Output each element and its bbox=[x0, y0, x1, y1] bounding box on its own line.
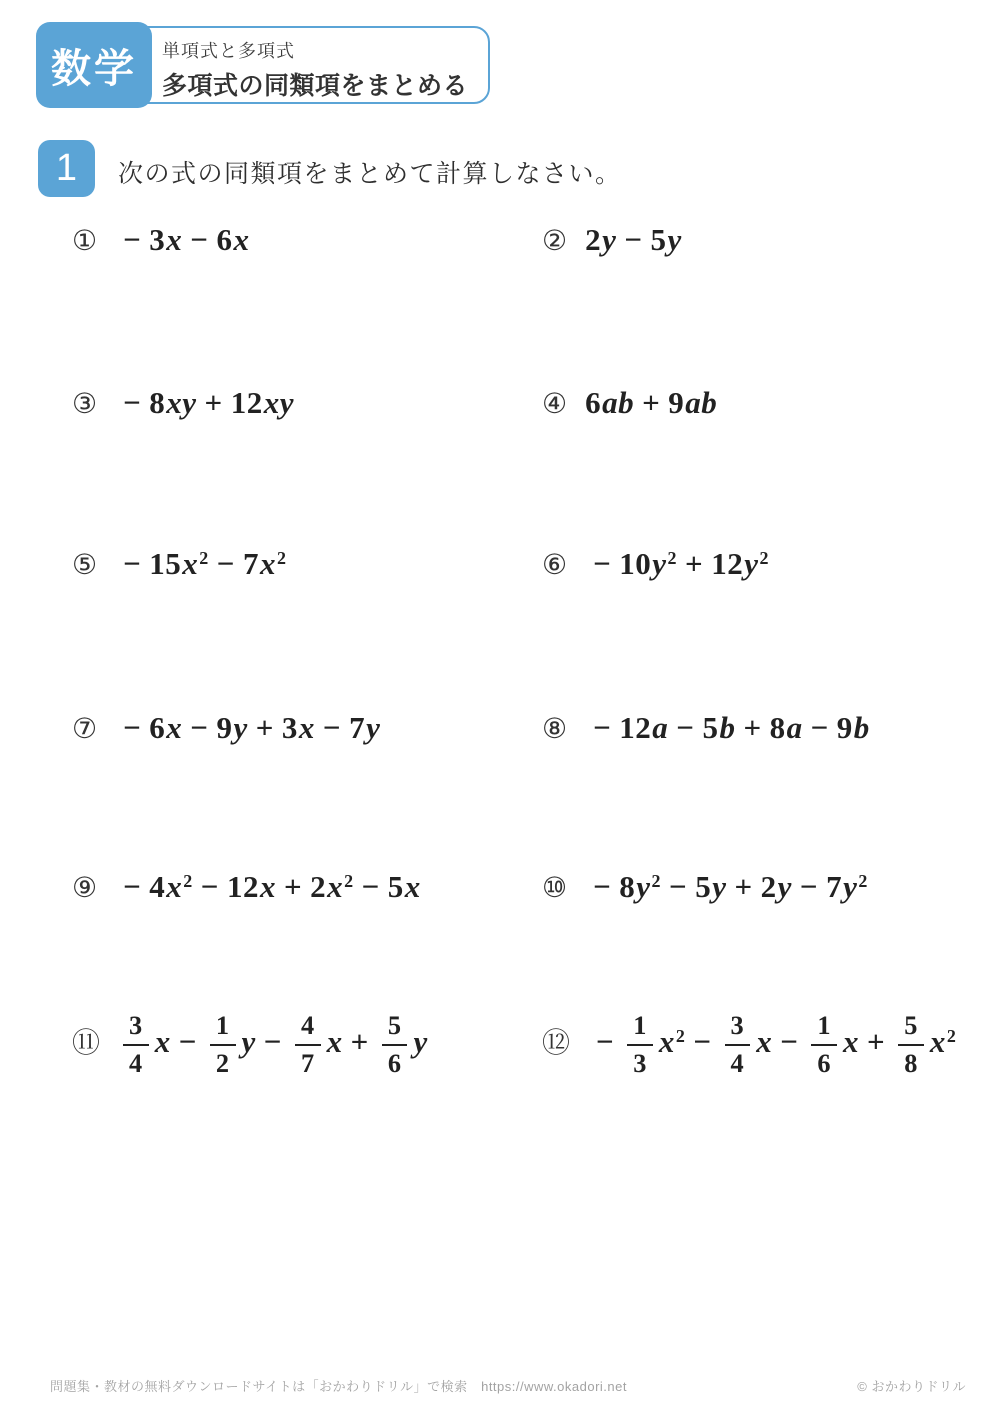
problem-item bbox=[542, 1012, 970, 1077]
math-number: 2 bbox=[310, 869, 327, 904]
math-superscript: 2 bbox=[276, 548, 287, 569]
math-variable: y bbox=[712, 869, 727, 904]
footer-site-info: 問題集・教材の無料ダウンロードサイトは「おかわりドリル」で検索 https://www.okadori.net bbox=[50, 1379, 627, 1394]
math-operator: + bbox=[642, 385, 661, 420]
math-number: 7 bbox=[242, 546, 259, 581]
math-operator: − bbox=[669, 869, 688, 904]
math-operator: − bbox=[693, 1023, 712, 1059]
problem-row bbox=[72, 546, 970, 582]
math-number: 9 bbox=[836, 710, 853, 745]
math-operator: − bbox=[799, 869, 819, 904]
math-variable: x bbox=[259, 869, 276, 904]
math-variable: y bbox=[241, 1023, 256, 1059]
math-operator: + bbox=[685, 546, 704, 581]
math-variable: xy bbox=[263, 385, 294, 420]
math-variable: x bbox=[658, 1023, 675, 1059]
math-number: 8 bbox=[149, 385, 166, 420]
math-variable: x bbox=[166, 869, 183, 904]
math-variable: x bbox=[843, 1023, 860, 1059]
math-superscript: 2 bbox=[344, 871, 354, 892]
math-operator: − bbox=[123, 385, 142, 420]
fraction-numerator: 5 bbox=[898, 1012, 924, 1046]
math-variable: x bbox=[233, 222, 250, 257]
problem-expression bbox=[585, 546, 769, 582]
problem-item bbox=[72, 710, 542, 746]
math-fraction bbox=[811, 1012, 837, 1077]
math-operator: − bbox=[200, 869, 219, 904]
math-variable: x bbox=[298, 710, 315, 745]
problem-number: ⑥ bbox=[542, 548, 568, 581]
fraction-denominator: 2 bbox=[215, 1048, 230, 1078]
problem-item bbox=[542, 869, 970, 905]
math-variable: x bbox=[327, 869, 344, 904]
math-superscript: 2 bbox=[759, 548, 769, 569]
math-number: 8 bbox=[769, 710, 786, 745]
math-variable: y bbox=[366, 710, 381, 745]
fraction-denominator: 6 bbox=[817, 1048, 832, 1078]
problem-expression bbox=[115, 710, 380, 746]
fraction-numerator: 1 bbox=[627, 1012, 653, 1046]
math-operator: + bbox=[283, 869, 303, 904]
problem-item bbox=[72, 869, 542, 905]
math-fraction bbox=[123, 1012, 149, 1077]
math-operator: + bbox=[204, 385, 223, 420]
fraction-denominator: 6 bbox=[387, 1048, 402, 1078]
math-operator: − bbox=[676, 710, 695, 745]
math-number: 7 bbox=[826, 869, 843, 904]
math-number: 9 bbox=[668, 385, 685, 420]
problem-row bbox=[72, 385, 970, 421]
math-superscript: 2 bbox=[183, 871, 193, 892]
math-variable: ab bbox=[602, 385, 635, 420]
fraction-numerator: 4 bbox=[295, 1012, 321, 1046]
math-variable: b bbox=[719, 710, 736, 745]
math-superscript: 2 bbox=[199, 548, 209, 569]
math-variable: x bbox=[182, 546, 199, 581]
problem-expression bbox=[588, 1012, 956, 1077]
math-operator: + bbox=[734, 869, 753, 904]
problem-expression bbox=[115, 546, 286, 582]
math-variable: y bbox=[843, 869, 858, 904]
math-number: 5 bbox=[702, 710, 719, 745]
problem-expression bbox=[585, 222, 682, 258]
math-fraction bbox=[382, 1012, 408, 1077]
problem-item bbox=[72, 385, 542, 421]
math-operator: − bbox=[593, 869, 612, 904]
math-number: 8 bbox=[619, 869, 636, 904]
problem-number: ③ bbox=[72, 387, 98, 420]
math-number: 4 bbox=[149, 869, 166, 904]
math-number: 3 bbox=[149, 222, 166, 257]
math-variable: y bbox=[652, 546, 667, 581]
problem-expression bbox=[585, 385, 717, 421]
problem-expression bbox=[585, 869, 868, 905]
problem-expression bbox=[115, 222, 249, 258]
problem-number: ⑩ bbox=[542, 871, 568, 904]
problem-number: ⑪ bbox=[72, 1025, 101, 1059]
math-variable: x bbox=[404, 869, 421, 904]
math-variable: a bbox=[786, 710, 803, 745]
math-variable: x bbox=[326, 1023, 343, 1059]
problem-number: ⑫ bbox=[542, 1025, 571, 1059]
problem-item bbox=[542, 546, 970, 582]
problem-expression bbox=[115, 385, 294, 421]
math-variable: y bbox=[413, 1023, 428, 1059]
page-footer bbox=[50, 1376, 966, 1395]
problem-number: ⑤ bbox=[72, 548, 98, 581]
problem-number: ① bbox=[72, 224, 98, 257]
math-variable: y bbox=[233, 710, 248, 745]
math-operator: − bbox=[123, 222, 142, 257]
math-variable: y bbox=[744, 546, 759, 581]
math-variable: x bbox=[166, 222, 183, 257]
unit-category: 単項式と多項式 bbox=[162, 41, 295, 61]
math-variable: x bbox=[929, 1023, 946, 1059]
math-variable: y bbox=[777, 869, 792, 904]
math-variable: y bbox=[636, 869, 651, 904]
math-operator: − bbox=[190, 710, 209, 745]
fraction-denominator: 4 bbox=[129, 1048, 143, 1078]
math-number: 12 bbox=[711, 546, 744, 581]
math-operator: + bbox=[867, 1023, 886, 1059]
math-variable: ab bbox=[685, 385, 718, 420]
problem-number: ⑧ bbox=[542, 712, 568, 745]
math-operator: − bbox=[123, 869, 142, 904]
math-operator: + bbox=[255, 710, 274, 745]
math-number: 6 bbox=[149, 710, 166, 745]
problem-item bbox=[72, 546, 542, 582]
math-operator: − bbox=[780, 1023, 799, 1059]
problem-item bbox=[72, 1012, 542, 1077]
math-operator: − bbox=[361, 869, 380, 904]
math-variable: x bbox=[166, 710, 183, 745]
math-number: 9 bbox=[216, 710, 233, 745]
math-superscript: 2 bbox=[651, 871, 662, 892]
fraction-denominator: 8 bbox=[904, 1048, 918, 1078]
fraction-numerator: 1 bbox=[811, 1012, 837, 1046]
problem-row bbox=[72, 710, 970, 746]
math-operator: + bbox=[743, 710, 762, 745]
math-operator: − bbox=[322, 710, 342, 745]
math-operator: − bbox=[624, 222, 643, 257]
math-operator: − bbox=[216, 546, 235, 581]
fraction-numerator: 5 bbox=[382, 1012, 408, 1046]
math-variable: y bbox=[667, 222, 682, 257]
math-fraction bbox=[295, 1012, 321, 1077]
math-operator: − bbox=[593, 546, 612, 581]
math-number: 2 bbox=[585, 222, 602, 257]
math-operator: − bbox=[593, 710, 612, 745]
math-operator: − bbox=[810, 710, 829, 745]
problem-item bbox=[542, 385, 970, 421]
problem-row bbox=[72, 1012, 970, 1077]
math-superscript: 2 bbox=[858, 871, 868, 892]
math-operator: − bbox=[178, 1023, 197, 1059]
worksheet-title: 多項式の同類項をまとめる bbox=[162, 72, 469, 100]
math-operator: − bbox=[123, 546, 142, 581]
problem-number: ⑨ bbox=[72, 871, 98, 904]
problem-row bbox=[72, 222, 970, 258]
problem-expression bbox=[115, 869, 421, 905]
math-number: 5 bbox=[650, 222, 667, 257]
problem-item bbox=[542, 222, 970, 258]
problem-expression bbox=[585, 710, 870, 746]
math-number: 12 bbox=[619, 710, 652, 745]
problem-row bbox=[72, 869, 970, 905]
fraction-numerator: 3 bbox=[123, 1012, 149, 1046]
fraction-denominator: 3 bbox=[633, 1048, 647, 1078]
problem-number: ④ bbox=[542, 387, 568, 420]
math-number: 12 bbox=[230, 385, 263, 420]
math-number: 7 bbox=[349, 710, 366, 745]
fraction-denominator: 4 bbox=[730, 1048, 745, 1078]
math-fraction bbox=[210, 1012, 236, 1077]
math-operator: − bbox=[123, 710, 142, 745]
math-fraction bbox=[898, 1012, 924, 1077]
math-operator: − bbox=[263, 1023, 282, 1059]
question-number-badge: 1 bbox=[38, 140, 95, 197]
math-variable: x bbox=[259, 546, 276, 581]
math-superscript: 2 bbox=[946, 1025, 957, 1046]
math-superscript: 2 bbox=[667, 548, 678, 569]
fraction-denominator: 7 bbox=[300, 1048, 315, 1078]
math-number: 5 bbox=[387, 869, 404, 904]
problem-item bbox=[72, 222, 542, 258]
math-variable: b bbox=[853, 710, 870, 745]
footer-copyright: © おかわりドリル bbox=[857, 1379, 966, 1394]
math-number: 2 bbox=[760, 869, 777, 904]
math-variable: y bbox=[602, 222, 617, 257]
problem-item bbox=[542, 710, 970, 746]
math-number: 6 bbox=[585, 385, 602, 420]
math-fraction bbox=[725, 1012, 751, 1077]
math-operator: + bbox=[350, 1023, 369, 1059]
question-instruction: 次の式の同類項をまとめて計算しなさい。 bbox=[118, 161, 622, 188]
math-variable: x bbox=[756, 1023, 773, 1059]
math-number: 3 bbox=[281, 710, 298, 745]
problem-number: ② bbox=[542, 224, 568, 257]
math-number: 5 bbox=[695, 869, 712, 904]
math-number: 10 bbox=[619, 546, 652, 581]
math-number: 6 bbox=[216, 222, 233, 257]
fraction-numerator: 1 bbox=[210, 1012, 236, 1046]
math-variable: xy bbox=[166, 385, 197, 420]
problem-number: ⑦ bbox=[72, 712, 98, 745]
math-operator: − bbox=[190, 222, 209, 257]
math-number: 12 bbox=[226, 869, 259, 904]
math-variable: x bbox=[154, 1023, 171, 1059]
math-superscript: 2 bbox=[675, 1025, 686, 1046]
subject-label: 数学 bbox=[51, 46, 137, 91]
math-operator: − bbox=[596, 1023, 615, 1059]
math-number: 15 bbox=[149, 546, 182, 581]
fraction-numerator: 3 bbox=[725, 1012, 751, 1046]
math-variable: a bbox=[652, 710, 669, 745]
problem-expression bbox=[118, 1012, 428, 1077]
math-fraction bbox=[627, 1012, 653, 1077]
